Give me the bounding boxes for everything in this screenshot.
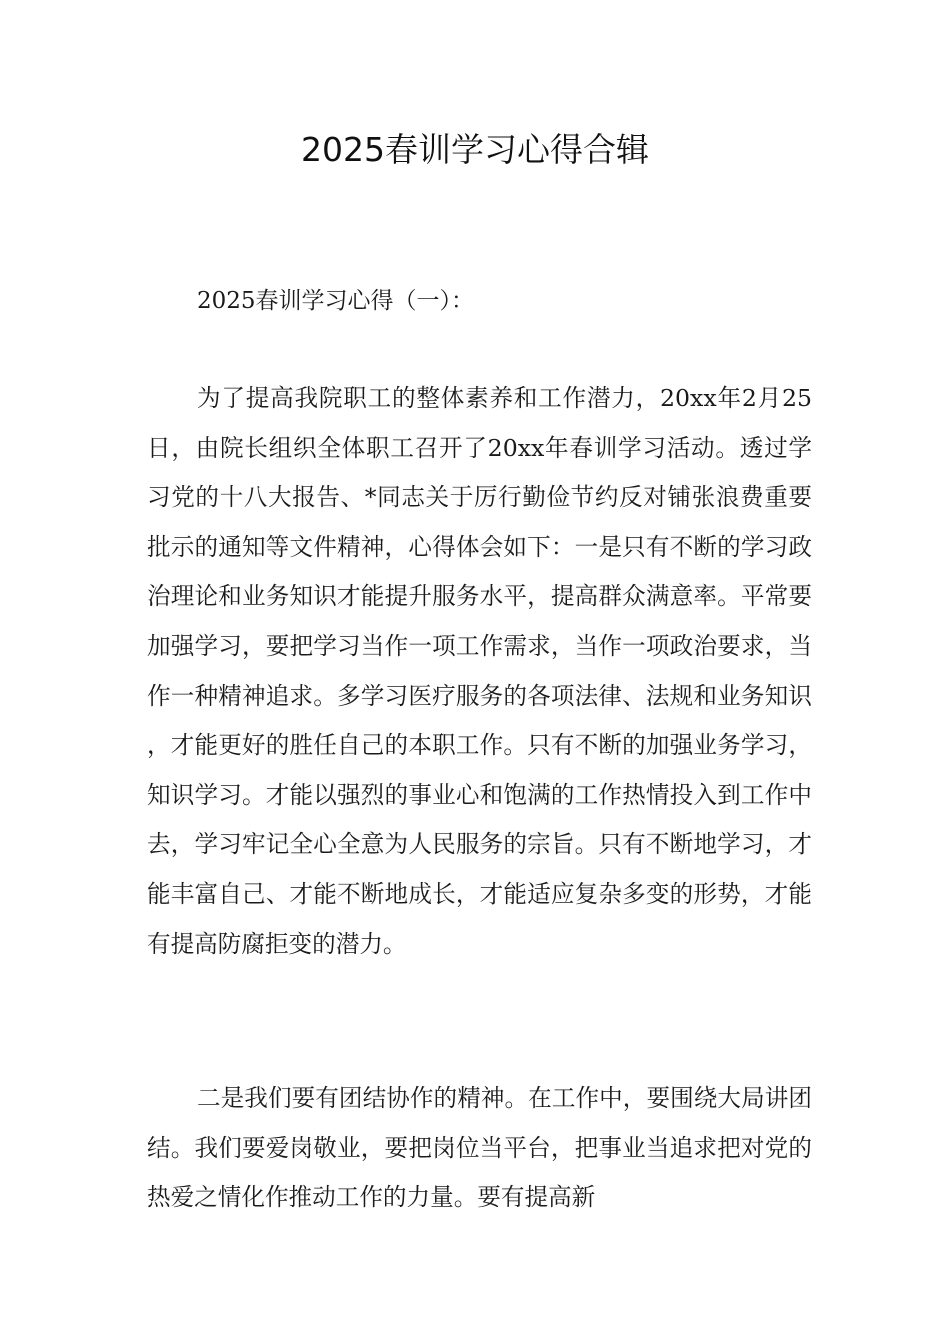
section-heading: 2025春训学习心得（一）： xyxy=(197,288,475,314)
body-paragraph-1: 为了提高我院职工的整体素养和工作潜力，20xx年2月25日，由院长组织全体职工召开了20xx年春训学习活动。透过学习党的十八大报告、*同志关于厉行勤俭节约反对铺张浪费重要批示的通知等文件精神，心得体会如下：一是只有不断的学习政治理论和业务知识才能提升服务水平，提高群众满意率。平常要加强学习，要把学习当作一项工作需求，当作一项政治要求，当作一种精神追求。多学习医疗服务的各项法律、法规和业务知识，才能更好的胜任自己的本职工作。只有不断的加强业务学习，知识学习。才能以强烈的事业心和饱满的工作热情投入到工作中去，学习牢记全心全意为人民服务的宗旨。只有不断地学习，才能丰富自己、才能不断地成长，才能适应复杂多变的形势，才能有提高防腐拒变的潜力。 xyxy=(147,384,812,958)
document-title: 2025春训学习心得合辑 xyxy=(301,130,649,169)
body-paragraph-2: 二是我们要有团结协作的精神。在工作中，要围绕大局讲团结。我们要爱岗敬业，要把岗位当平台，把事业当追求把对党的热爱之情化作推动工作的力量。要有提高新 xyxy=(147,1084,812,1212)
